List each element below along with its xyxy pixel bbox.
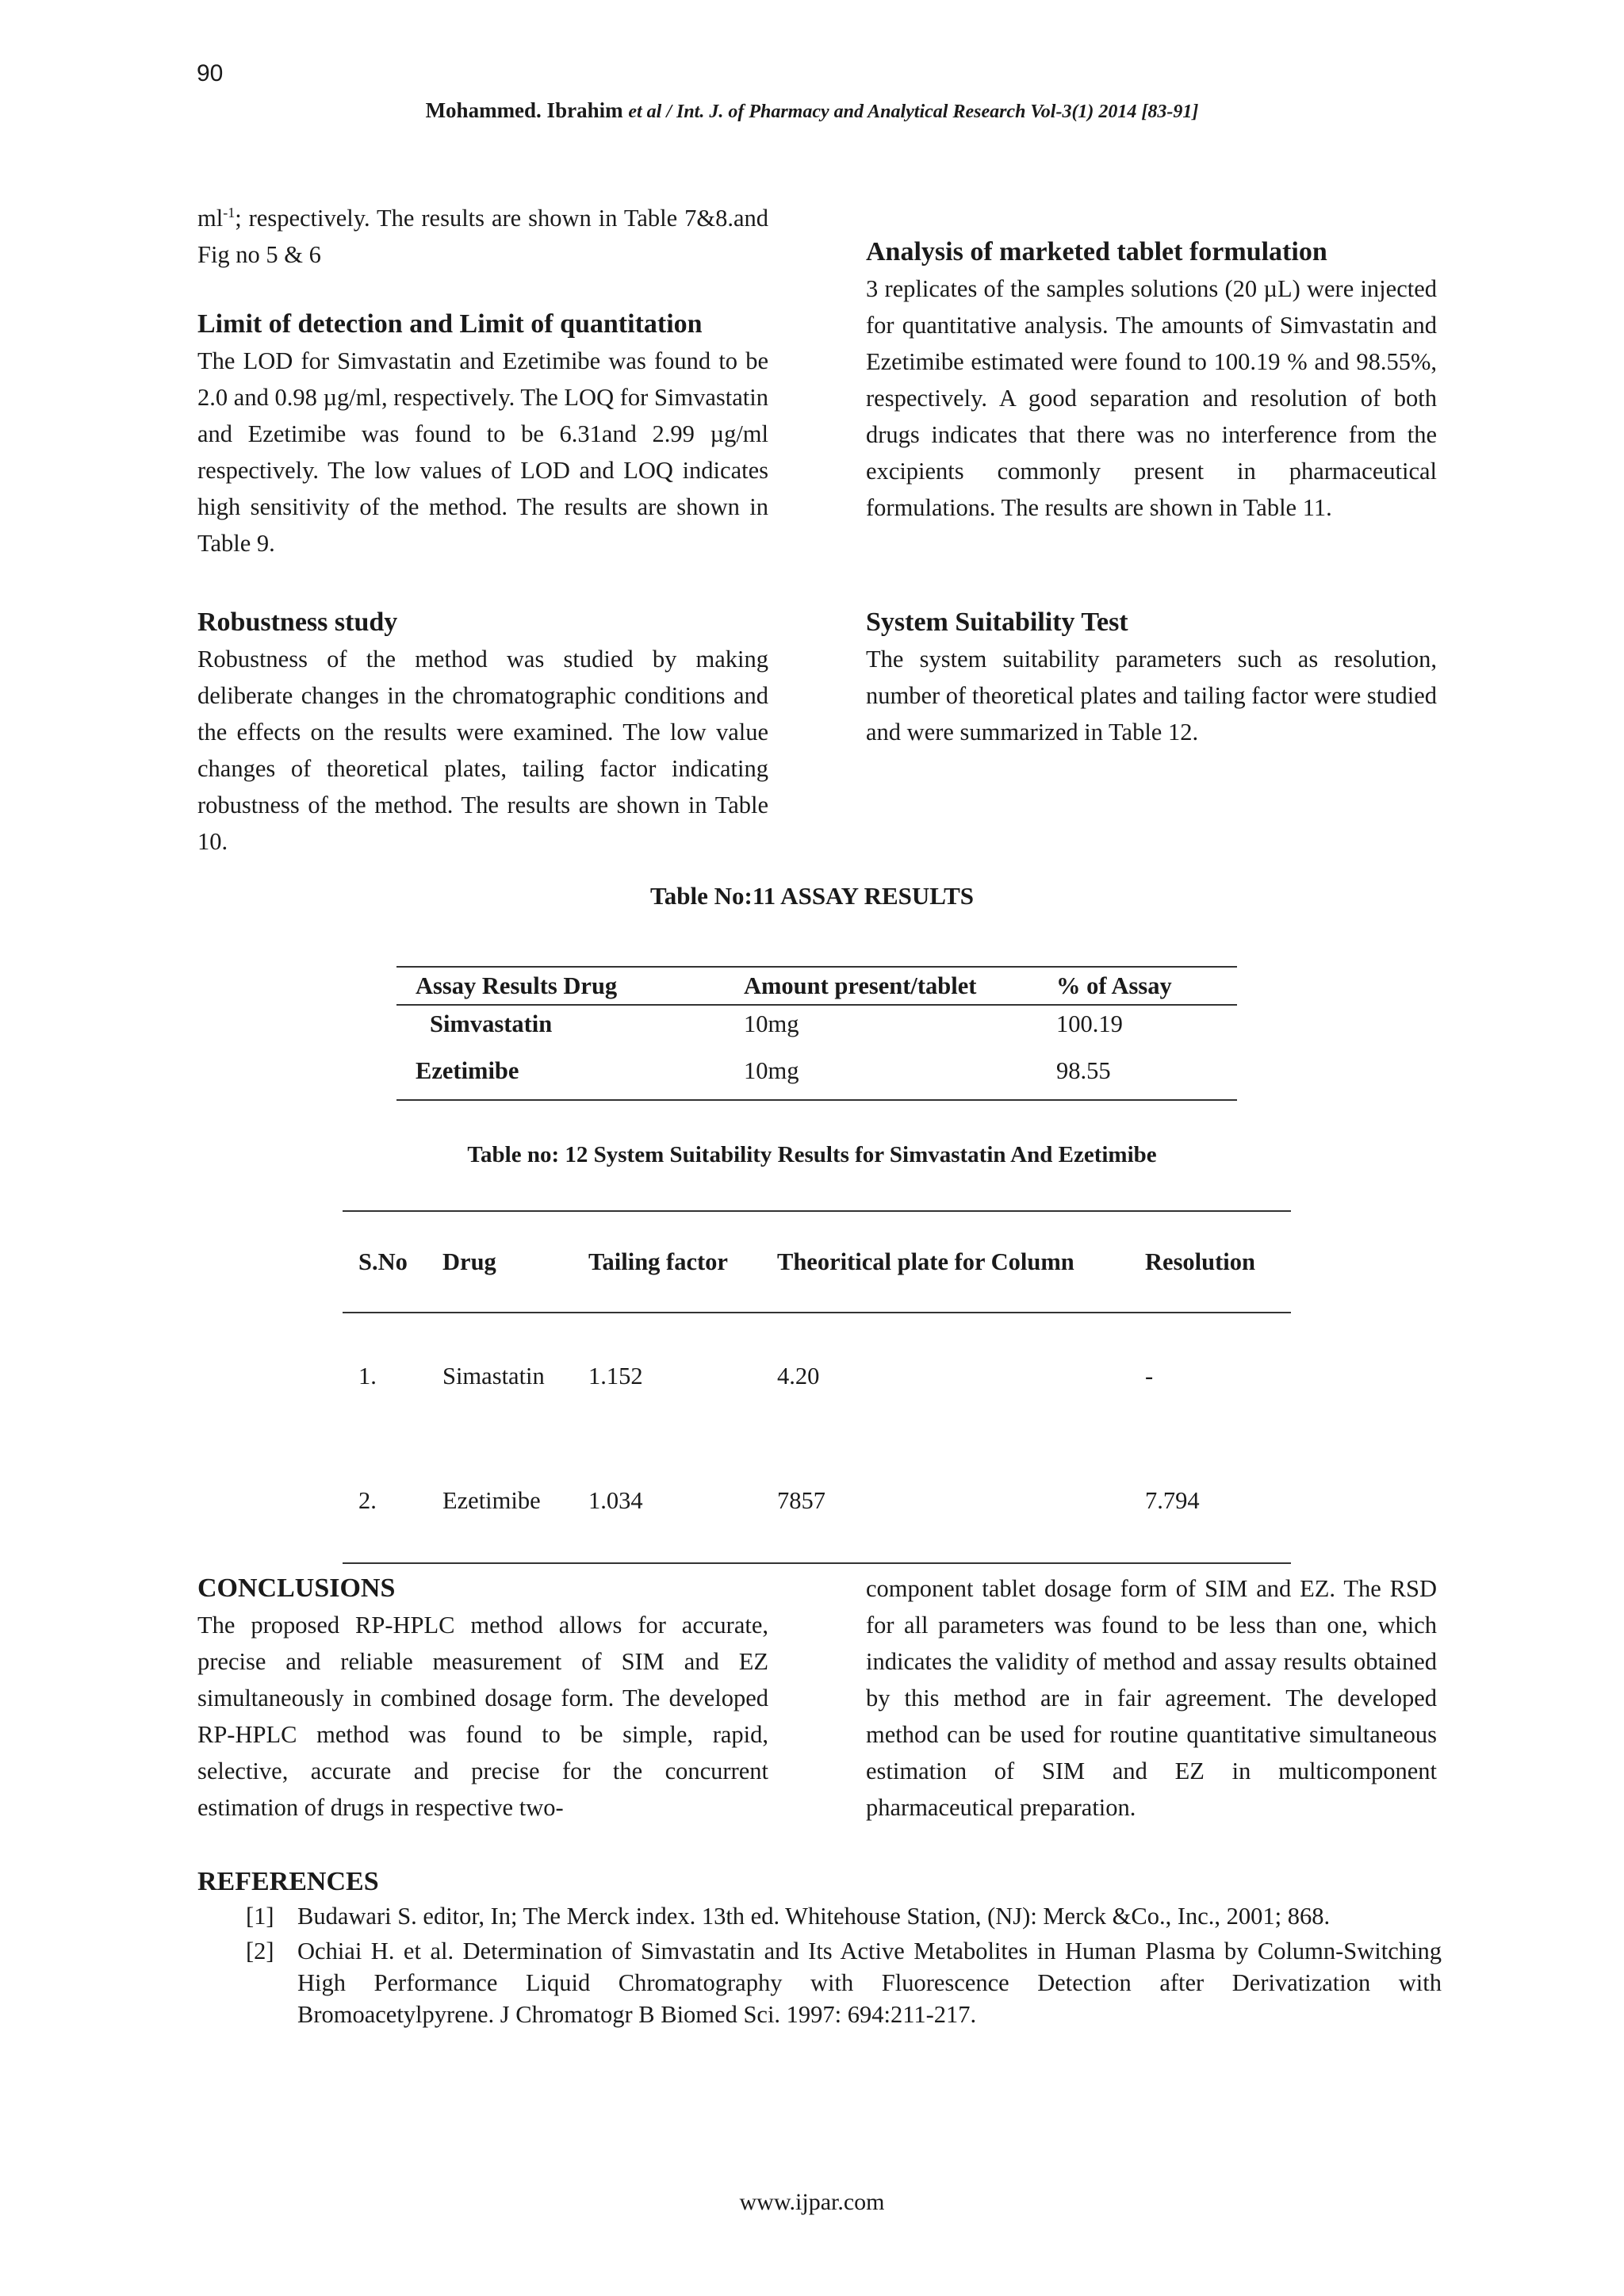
footer-url[interactable]: www.ijpar.com — [739, 2189, 885, 2215]
intro-superscript: -1 — [223, 205, 236, 220]
conclusions-heading: CONCLUSIONS — [197, 1573, 396, 1603]
references-heading: REFERENCES — [197, 1867, 379, 1896]
lod-section — [197, 306, 768, 562]
analysis-section — [866, 234, 1437, 526]
robustness-heading: Robustness study — [197, 608, 398, 637]
table-row — [396, 1042, 1237, 1100]
running-header-citation: et al / Int. J. of Pharmacy and Analytical Research Vol-3(1) 2014 [83-91] — [628, 102, 1199, 122]
reference-text: Ochiai H. et al. Determination of Simvastatin and Its Active Metabolites in Human Plasma by Column-Switching High Performance Liquid Chromatography with Fluorescence Detection after Derivatization with Bromoacetylpyrene. J Chromatogr B Biomed Sci. 1997: 694:211-217. — [297, 1938, 1442, 2028]
table-cell: 1.152 — [588, 1362, 643, 1389]
running-header-author: Mohammed. Ibrahim — [425, 98, 623, 122]
table11-caption: Table No:11 ASSAY RESULTS — [649, 882, 975, 910]
conclusions-right — [866, 1570, 1437, 1826]
table-cell: - — [1145, 1362, 1154, 1389]
list-item — [246, 1935, 1442, 2030]
table-header-cell: Assay Results Drug — [396, 967, 725, 1005]
table-header-cell: Tailing factor — [573, 1211, 761, 1313]
table-header-cell: Resolution — [1129, 1211, 1291, 1313]
robustness-section — [197, 604, 768, 860]
table-header-cell: Theoritical plate for Column — [761, 1211, 1129, 1313]
table-row — [396, 1005, 1237, 1042]
reference-number: [1] — [246, 1903, 274, 1930]
table-header-cell: % of Assay — [1037, 967, 1237, 1005]
page-number: 90 — [197, 60, 224, 86]
table-header-cell: Amount present/tablet — [725, 967, 1037, 1005]
references-list — [246, 1900, 1442, 2033]
reference-number: [2] — [246, 1938, 274, 1964]
system-suitability-table — [343, 1210, 1291, 1564]
table-cell: 10mg — [744, 1010, 799, 1037]
intro-paragraph — [197, 194, 768, 273]
analysis-paragraph: 3 replicates of the samples solutions (20 µL) were injected for quantitative analysis. The amounts of Simvastatin and Ezetimibe estimated were found to 100.19 % and 98.55%, respectively. A good separation and resolution of both drugs indicates that there was no interference from the excipients commonly present in pharmaceutical formulations. The results are shown in Table 11. — [866, 275, 1437, 521]
conclusions-paragraph-right: component tablet dosage form of SIM and EZ. The RSD for all parameters was found to be less than one, which indicates the validity of method and assay results obtained by this method are in fair agreement. The developed method can be used for routine quantitative simultaneous estimation of SIM and EZ in multicomponent pharmaceutical preparation. — [866, 1575, 1437, 1821]
sst-section — [866, 604, 1437, 750]
table-cell: 100.19 — [1056, 1010, 1123, 1037]
table-cell: 1. — [358, 1362, 377, 1389]
robustness-paragraph: Robustness of the method was studied by making deliberate changes in the chromatographic conditions and the effects on the results were examined. The low value changes of theoretical plates, tailing factor indicating robustness of the method. The results are shown in Table 10. — [197, 646, 768, 855]
table-cell: Ezetimibe — [396, 1042, 725, 1100]
table-header-row — [396, 967, 1237, 1005]
conclusions-left — [197, 1570, 768, 1826]
sst-heading: System Suitability Test — [866, 608, 1128, 637]
lod-paragraph: The LOD for Simvastatin and Ezetimibe was found to be 2.0 and 0.98 µg/ml, respectively. The LOQ for Simvastatin and Ezetimibe was found to be 6.31and 2.99 µg/ml respectively. The low values of LOD and LOQ indicates high sensitivity of the method. The results are shown in Table 9. — [197, 347, 768, 557]
table-cell: 98.55 — [1037, 1042, 1237, 1100]
table-header-row — [343, 1211, 1291, 1313]
table-cell: 4.20 — [777, 1362, 820, 1389]
table-row — [343, 1313, 1291, 1439]
table-header-cell: S.No — [343, 1211, 427, 1313]
lod-heading: Limit of detection and Limit of quantitation — [197, 309, 703, 339]
references-heading-wrap — [197, 1864, 1434, 1900]
sst-paragraph: The system suitability parameters such as resolution, number of theoretical plates and tailing factor were studied and were summarized in Table 12. — [866, 646, 1437, 746]
reference-text: Budawari S. editor, In; The Merck index. 13th ed. Whitehouse Station, (NJ): Merck &Co., Inc., 2001; 868. — [297, 1903, 1331, 1930]
conclusions-paragraph-left: The proposed RP-HPLC method allows for accurate, precise and reliable measurement of SIM and EZ simultaneously in combined dosage form. The developed RP-HPLC method was found to be simple, rapid, selective, accurate and precise for the concurrent estimation of drugs in respective two- — [197, 1612, 768, 1821]
table-cell: 7857 — [761, 1439, 1129, 1563]
table-cell: Ezetimibe — [427, 1439, 573, 1563]
table-header-cell: Drug — [427, 1211, 573, 1313]
assay-results-table — [396, 966, 1237, 1101]
table-cell: 2. — [343, 1439, 427, 1563]
table-cell: 7.794 — [1129, 1439, 1291, 1563]
table-row — [343, 1439, 1291, 1563]
running-header — [0, 98, 1624, 123]
table-cell: Simvastatin — [430, 1010, 553, 1037]
list-item — [246, 1900, 1442, 1932]
table-cell: 1.034 — [573, 1439, 761, 1563]
intro-text-end: ; respectively. The results are shown in Table 7&8.and Fig no 5 & 6 — [197, 205, 768, 269]
analysis-heading: Analysis of marketed tablet formulation — [866, 237, 1327, 266]
table-cell: Simastatin — [442, 1362, 545, 1389]
table-cell: 10mg — [725, 1042, 1037, 1100]
left-column-top — [197, 194, 768, 273]
table12-caption: Table no: 12 System Suitability Results for Simvastatin And Ezetimibe — [467, 1142, 1157, 1167]
intro-text-start: ml — [197, 205, 224, 232]
